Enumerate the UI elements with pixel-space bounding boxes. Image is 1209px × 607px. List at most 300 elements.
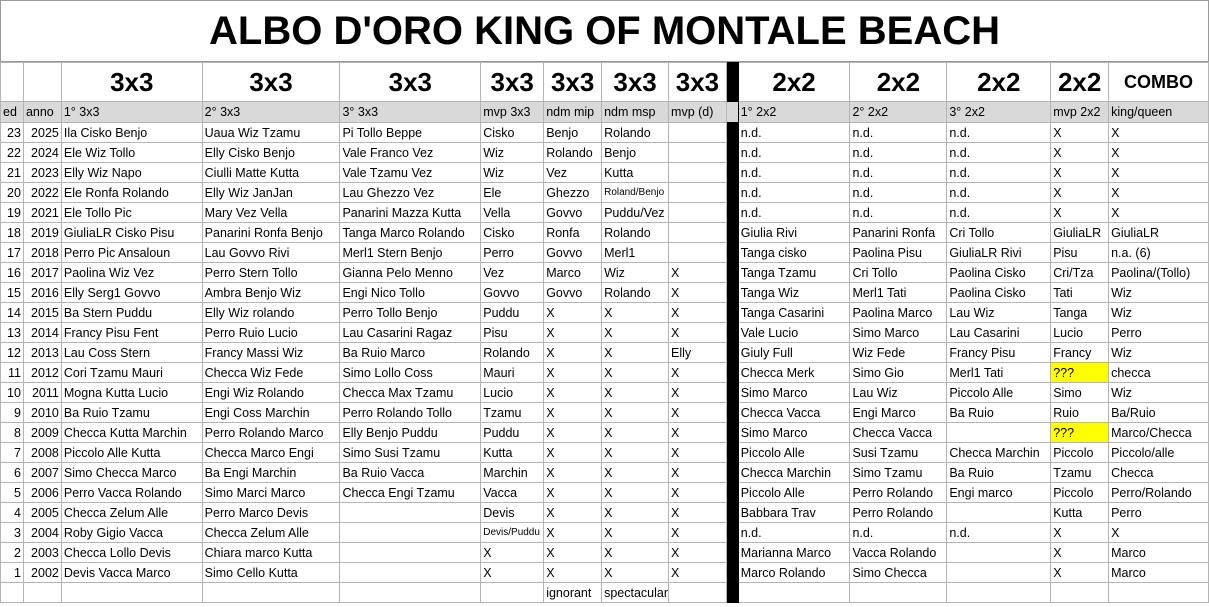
table-cell: X bbox=[544, 503, 602, 523]
table-cell: Marco/Checca bbox=[1109, 423, 1209, 443]
table-cell: n.d. bbox=[947, 203, 1051, 223]
table-cell: 14 bbox=[1, 303, 24, 323]
table-cell: Gianna Pelo Menno bbox=[340, 263, 481, 283]
table-cell: n.d. bbox=[850, 183, 947, 203]
table-cell: 2009 bbox=[23, 423, 61, 443]
table-cell: X bbox=[669, 403, 727, 423]
table-cell: Simo Susi Tzamu bbox=[340, 443, 481, 463]
table-cell: Engi Coss Marchin bbox=[202, 403, 340, 423]
table-cell: Tzamu bbox=[481, 403, 544, 423]
table-cell: X bbox=[1109, 143, 1209, 163]
table-cell: 15 bbox=[1, 283, 24, 303]
table-cell: Puddu bbox=[481, 303, 544, 323]
table-cell: X bbox=[669, 263, 727, 283]
table-cell bbox=[947, 503, 1051, 523]
table-cell: Checca Kutta Marchin bbox=[61, 423, 202, 443]
table-cell: Perro Rolando bbox=[850, 483, 947, 503]
table-cell: 7 bbox=[1, 443, 24, 463]
table-cell: GiuliaLR bbox=[1051, 223, 1109, 243]
table-cell: 2016 bbox=[23, 283, 61, 303]
table-cell: Checca Vacca bbox=[850, 423, 947, 443]
table-cell: X bbox=[481, 543, 544, 563]
table-cell: Ba Ruio bbox=[947, 463, 1051, 483]
table-cell: X bbox=[544, 563, 602, 583]
table-cell: 2005 bbox=[23, 503, 61, 523]
column-header: ndm mip bbox=[544, 102, 602, 123]
table-cell: Ambra Benjo Wiz bbox=[202, 283, 340, 303]
table-cell: X bbox=[1051, 123, 1109, 143]
table-cell: X bbox=[1051, 163, 1109, 183]
table-cell: Giuly Full bbox=[738, 343, 850, 363]
table-cell: X bbox=[1109, 123, 1209, 143]
footer-cell bbox=[1, 583, 24, 603]
table-cell: Pi Tollo Beppe bbox=[340, 123, 481, 143]
table-cell: Wiz bbox=[481, 163, 544, 183]
table-cell: Uaua Wiz Tzamu bbox=[202, 123, 340, 143]
table-cell: Rolando bbox=[544, 143, 602, 163]
table-cell: Checca Max Tzamu bbox=[340, 383, 481, 403]
table-cell: Wiz bbox=[1109, 343, 1209, 363]
table-cell: Govvo bbox=[481, 283, 544, 303]
table-cell bbox=[669, 163, 727, 183]
group-header: 2x2 bbox=[850, 63, 947, 102]
table-cell: Govvo bbox=[544, 203, 602, 223]
footer-cell bbox=[61, 583, 202, 603]
table-row bbox=[1, 263, 1209, 283]
table-cell: Simo Marco bbox=[738, 383, 850, 403]
table-cell: Checca Zelum Alle bbox=[61, 503, 202, 523]
table-cell: Panarini Mazza Kutta bbox=[340, 203, 481, 223]
table-cell: 20 bbox=[1, 183, 24, 203]
column-separator bbox=[726, 383, 738, 403]
table-cell: Tati bbox=[1051, 283, 1109, 303]
table-cell bbox=[669, 223, 727, 243]
column-separator bbox=[726, 102, 738, 123]
table-cell bbox=[669, 203, 727, 223]
table-cell: Engi Nico Tollo bbox=[340, 283, 481, 303]
table-row bbox=[1, 563, 1209, 583]
table-cell: Ba/Ruio bbox=[1109, 403, 1209, 423]
table-cell: Simo Lollo Coss bbox=[340, 363, 481, 383]
column-separator bbox=[726, 223, 738, 243]
table-cell: X bbox=[1109, 203, 1209, 223]
table-cell: X bbox=[602, 423, 669, 443]
table-cell: Perro Marco Devis bbox=[202, 503, 340, 523]
table-cell: 2018 bbox=[23, 243, 61, 263]
table-cell: Checca Zelum Alle bbox=[202, 523, 340, 543]
table-cell: 2024 bbox=[23, 143, 61, 163]
table-cell: n.d. bbox=[738, 203, 850, 223]
table-cell: Engi marco bbox=[947, 483, 1051, 503]
table-cell: GiuliaLR Cisko Pisu bbox=[61, 223, 202, 243]
table-cell bbox=[669, 243, 727, 263]
table-row bbox=[1, 363, 1209, 383]
column-separator bbox=[726, 443, 738, 463]
column-header: ed bbox=[1, 102, 24, 123]
group-header: 3x3 bbox=[61, 63, 202, 102]
table-cell: Piccolo Alle bbox=[947, 383, 1051, 403]
table-cell: X bbox=[669, 503, 727, 523]
results-table bbox=[0, 62, 1209, 603]
table-cell: 2010 bbox=[23, 403, 61, 423]
table-cell: n.d. bbox=[738, 183, 850, 203]
group-header: 3x3 bbox=[340, 63, 481, 102]
table-row bbox=[1, 243, 1209, 263]
footer-ndm-mip: ignorant bbox=[544, 583, 602, 603]
column-separator bbox=[726, 543, 738, 563]
table-cell: Govvo bbox=[544, 243, 602, 263]
column-separator bbox=[726, 203, 738, 223]
table-cell: Cori Tzamu Mauri bbox=[61, 363, 202, 383]
table-cell: X bbox=[602, 563, 669, 583]
table-cell: Piccolo bbox=[1051, 443, 1109, 463]
column-header: mvp (d) bbox=[669, 102, 727, 123]
table-cell: 5 bbox=[1, 483, 24, 503]
table-cell: 18 bbox=[1, 223, 24, 243]
column-header: mvp 3x3 bbox=[481, 102, 544, 123]
footer-cell bbox=[669, 583, 727, 603]
table-cell: X bbox=[669, 523, 727, 543]
table-cell: n.d. bbox=[738, 123, 850, 143]
table-cell: Lucio bbox=[1051, 323, 1109, 343]
table-cell: Francy Pisu bbox=[947, 343, 1051, 363]
table-cell: X bbox=[669, 423, 727, 443]
table-cell: n.d. bbox=[947, 143, 1051, 163]
table-cell: Perro/Rolando bbox=[1109, 483, 1209, 503]
table-cell: Vale Lucio bbox=[738, 323, 850, 343]
table-row bbox=[1, 223, 1209, 243]
table-cell: Marco bbox=[544, 263, 602, 283]
table-cell: Simo bbox=[1051, 383, 1109, 403]
group-header: 3x3 bbox=[602, 63, 669, 102]
table-row bbox=[1, 183, 1209, 203]
table-row bbox=[1, 303, 1209, 323]
table-cell: 2011 bbox=[23, 383, 61, 403]
table-cell: n.d. bbox=[850, 523, 947, 543]
table-cell: Merl1 Stern Benjo bbox=[340, 243, 481, 263]
table-cell: Marco bbox=[1109, 543, 1209, 563]
table-cell: Devis bbox=[481, 503, 544, 523]
table-cell: Piccolo/alle bbox=[1109, 443, 1209, 463]
table-cell: Paolina/(Tollo) bbox=[1109, 263, 1209, 283]
column-separator bbox=[726, 403, 738, 423]
table-cell: Checca Lollo Devis bbox=[61, 543, 202, 563]
table-cell: Elly bbox=[669, 343, 727, 363]
table-cell: Vacca Rolando bbox=[850, 543, 947, 563]
group-header: 2x2 bbox=[947, 63, 1051, 102]
table-cell bbox=[669, 183, 727, 203]
table-cell: 1 bbox=[1, 563, 24, 583]
table-cell: X bbox=[544, 423, 602, 443]
table-cell: 2015 bbox=[23, 303, 61, 323]
column-header: 1° 2x2 bbox=[738, 102, 850, 123]
column-header: king/queen bbox=[1109, 102, 1209, 123]
table-cell: Perro Rolando bbox=[850, 503, 947, 523]
table-row bbox=[1, 543, 1209, 563]
table-cell: Engi Wiz Rolando bbox=[202, 383, 340, 403]
table-cell: Simo Tzamu bbox=[850, 463, 947, 483]
table-cell: Kutta bbox=[1051, 503, 1109, 523]
table-cell: n.a. (6) bbox=[1109, 243, 1209, 263]
footer-cell bbox=[340, 583, 481, 603]
table-cell: Devis/Puddu bbox=[481, 523, 544, 543]
group-header: 2x2 bbox=[1051, 63, 1109, 102]
table-cell: X bbox=[669, 543, 727, 563]
table-row bbox=[1, 483, 1209, 503]
table-cell: X bbox=[602, 403, 669, 423]
sheet-title: ALBO D'ORO KING OF MONTALE BEACH bbox=[0, 0, 1209, 62]
table-cell: 2003 bbox=[23, 543, 61, 563]
table-cell: Tanga cisko bbox=[738, 243, 850, 263]
table-cell: X bbox=[602, 343, 669, 363]
table-cell: Ciulli Matte Kutta bbox=[202, 163, 340, 183]
table-cell bbox=[340, 563, 481, 583]
group-header: COMBO bbox=[1109, 63, 1209, 102]
table-cell: 2002 bbox=[23, 563, 61, 583]
column-header: ndm msp bbox=[602, 102, 669, 123]
table-cell: Pisu bbox=[481, 323, 544, 343]
table-cell: 10 bbox=[1, 383, 24, 403]
table-cell: X bbox=[544, 463, 602, 483]
column-separator bbox=[726, 303, 738, 323]
table-cell: Panarini Ronfa Benjo bbox=[202, 223, 340, 243]
footer-cell bbox=[1051, 583, 1109, 603]
table-cell: 2012 bbox=[23, 363, 61, 383]
table-cell: Mauri bbox=[481, 363, 544, 383]
table-cell: Francy Massi Wiz bbox=[202, 343, 340, 363]
column-separator bbox=[726, 343, 738, 363]
table-cell: Lau Casarini bbox=[947, 323, 1051, 343]
table-cell: Perro Rolando Marco bbox=[202, 423, 340, 443]
table-cell: Giulia Rivi bbox=[738, 223, 850, 243]
table-cell: Ele Tollo Pic bbox=[61, 203, 202, 223]
table-cell: Ele Ronfa Rolando bbox=[61, 183, 202, 203]
table-cell: X bbox=[669, 563, 727, 583]
table-cell: n.d. bbox=[738, 143, 850, 163]
table-cell: n.d. bbox=[850, 123, 947, 143]
table-cell: Vez bbox=[544, 163, 602, 183]
table-cell: Ba Ruio Marco bbox=[340, 343, 481, 363]
table-cell bbox=[340, 523, 481, 543]
footer-cell bbox=[23, 583, 61, 603]
column-separator bbox=[726, 123, 738, 143]
table-cell bbox=[947, 563, 1051, 583]
table-cell: 11 bbox=[1, 363, 24, 383]
table-cell: Wiz bbox=[1109, 383, 1209, 403]
table-cell bbox=[947, 543, 1051, 563]
table-cell: Merl1 Tati bbox=[850, 283, 947, 303]
table-cell: Govvo bbox=[544, 283, 602, 303]
table-cell: Checca Marchin bbox=[947, 443, 1051, 463]
table-cell: 2004 bbox=[23, 523, 61, 543]
table-cell: Tanga Tzamu bbox=[738, 263, 850, 283]
table-cell: Piccolo Alle bbox=[738, 443, 850, 463]
table-cell: Perro Vacca Rolando bbox=[61, 483, 202, 503]
column-separator bbox=[726, 263, 738, 283]
table-cell: X bbox=[602, 523, 669, 543]
table-cell: ??? bbox=[1051, 423, 1109, 443]
table-cell: 17 bbox=[1, 243, 24, 263]
table-cell bbox=[340, 543, 481, 563]
table-cell: Ila Cisko Benjo bbox=[61, 123, 202, 143]
table-cell: Vale Tzamu Vez bbox=[340, 163, 481, 183]
table-cell: Ba Ruio bbox=[947, 403, 1051, 423]
table-cell: X bbox=[1051, 523, 1109, 543]
table-cell: Roby Gigio Vacca bbox=[61, 523, 202, 543]
table-cell: Wiz bbox=[1109, 283, 1209, 303]
table-cell: Ba Stern Puddu bbox=[61, 303, 202, 323]
column-separator bbox=[726, 163, 738, 183]
table-cell: Marianna Marco bbox=[738, 543, 850, 563]
table-cell: Ba Ruio Tzamu bbox=[61, 403, 202, 423]
table-cell: Perro bbox=[1109, 323, 1209, 343]
table-cell: 2019 bbox=[23, 223, 61, 243]
table-cell: Susi Tzamu bbox=[850, 443, 947, 463]
table-cell: 19 bbox=[1, 203, 24, 223]
table-cell: X bbox=[1051, 203, 1109, 223]
group-header: 3x3 bbox=[669, 63, 727, 102]
column-separator bbox=[726, 283, 738, 303]
table-cell: X bbox=[669, 363, 727, 383]
table-cell: Paolina Cisko bbox=[947, 263, 1051, 283]
table-cell: Paolina Pisu bbox=[850, 243, 947, 263]
table-cell: X bbox=[544, 303, 602, 323]
table-cell: Checca bbox=[1109, 463, 1209, 483]
table-cell: Benjo bbox=[544, 123, 602, 143]
table-cell: Perro Tollo Benjo bbox=[340, 303, 481, 323]
table-cell: Perro Rolando Tollo bbox=[340, 403, 481, 423]
table-row bbox=[1, 523, 1209, 543]
table-cell: Checca Wiz Fede bbox=[202, 363, 340, 383]
table-cell: Elly Benjo Puddu bbox=[340, 423, 481, 443]
table-cell: X bbox=[544, 403, 602, 423]
group-header: 3x3 bbox=[544, 63, 602, 102]
table-cell: X bbox=[1051, 563, 1109, 583]
table-cell: Puddu bbox=[481, 423, 544, 443]
table-cell: Lucio bbox=[481, 383, 544, 403]
table-cell: X bbox=[602, 503, 669, 523]
table-cell: X bbox=[602, 443, 669, 463]
table-row bbox=[1, 383, 1209, 403]
table-cell: Francy bbox=[1051, 343, 1109, 363]
table-cell: Vale Franco Vez bbox=[340, 143, 481, 163]
group-header-row bbox=[1, 63, 1209, 102]
table-cell: Simo Checca bbox=[850, 563, 947, 583]
table-cell: Cisko bbox=[481, 223, 544, 243]
table-cell: Simo Marci Marco bbox=[202, 483, 340, 503]
table-cell: n.d. bbox=[947, 183, 1051, 203]
table-cell: X bbox=[669, 443, 727, 463]
table-cell: Ele Wiz Tollo bbox=[61, 143, 202, 163]
column-separator bbox=[726, 503, 738, 523]
column-separator bbox=[726, 483, 738, 503]
table-cell: Merl1 Tati bbox=[947, 363, 1051, 383]
table-row bbox=[1, 203, 1209, 223]
table-cell: 2008 bbox=[23, 443, 61, 463]
table-cell: Ronfa bbox=[544, 223, 602, 243]
column-separator bbox=[726, 463, 738, 483]
table-cell: Rolando bbox=[602, 223, 669, 243]
table-cell: Pisu bbox=[1051, 243, 1109, 263]
table-cell: X bbox=[544, 323, 602, 343]
table-cell: Ba Engi Marchin bbox=[202, 463, 340, 483]
table-cell: 2021 bbox=[23, 203, 61, 223]
table-cell: Paolina Wiz Vez bbox=[61, 263, 202, 283]
footer-cell bbox=[202, 583, 340, 603]
table-cell: Babbara Trav bbox=[738, 503, 850, 523]
table-cell: Tanga Marco Rolando bbox=[340, 223, 481, 243]
table-cell: 4 bbox=[1, 503, 24, 523]
table-row bbox=[1, 343, 1209, 363]
table-row bbox=[1, 123, 1209, 143]
group-header-empty bbox=[23, 63, 61, 102]
table-cell: Mary Vez Vella bbox=[202, 203, 340, 223]
table-cell: Perro Ruio Lucio bbox=[202, 323, 340, 343]
table-cell: Wiz bbox=[481, 143, 544, 163]
table-cell: Ba Ruio Vacca bbox=[340, 463, 481, 483]
table-cell: X bbox=[602, 363, 669, 383]
table-cell: GiuliaLR bbox=[1109, 223, 1209, 243]
table-cell: 2022 bbox=[23, 183, 61, 203]
table-row bbox=[1, 503, 1209, 523]
table-cell: 2013 bbox=[23, 343, 61, 363]
table-cell: Rolando bbox=[602, 123, 669, 143]
table-cell: X bbox=[1109, 163, 1209, 183]
table-cell: Lau Wiz bbox=[850, 383, 947, 403]
table-cell: Checca Marchin bbox=[738, 463, 850, 483]
table-cell: Elly Wiz JanJan bbox=[202, 183, 340, 203]
table-cell: Marco Rolando bbox=[738, 563, 850, 583]
table-cell: Piccolo Alle bbox=[738, 483, 850, 503]
table-cell bbox=[669, 123, 727, 143]
table-cell: Checca Merk bbox=[738, 363, 850, 383]
table-cell: Lau Wiz bbox=[947, 303, 1051, 323]
table-cell: X bbox=[602, 463, 669, 483]
table-cell: Kutta bbox=[602, 163, 669, 183]
table-cell: Simo Cello Kutta bbox=[202, 563, 340, 583]
table-cell: Simo Marco bbox=[850, 323, 947, 343]
table-cell: Chiara marco Kutta bbox=[202, 543, 340, 563]
column-separator bbox=[726, 143, 738, 163]
table-cell: X bbox=[1051, 543, 1109, 563]
table-cell: Checca Engi Tzamu bbox=[340, 483, 481, 503]
table-cell: 9 bbox=[1, 403, 24, 423]
column-header: anno bbox=[23, 102, 61, 123]
table-cell: Lau Ghezzo Vez bbox=[340, 183, 481, 203]
table-row bbox=[1, 163, 1209, 183]
table-cell: Vella bbox=[481, 203, 544, 223]
table-cell: Simo Gio bbox=[850, 363, 947, 383]
table-cell: n.d. bbox=[850, 143, 947, 163]
table-row bbox=[1, 323, 1209, 343]
table-cell: Marchin bbox=[481, 463, 544, 483]
table-cell: Perro bbox=[481, 243, 544, 263]
table-cell: Rolando bbox=[602, 283, 669, 303]
table-cell: Francy Pisu Fent bbox=[61, 323, 202, 343]
table-cell: X bbox=[544, 483, 602, 503]
table-cell: Cri Tollo bbox=[850, 263, 947, 283]
table-cell: n.d. bbox=[947, 523, 1051, 543]
table-cell: Elly Serg1 Govvo bbox=[61, 283, 202, 303]
table-cell: X bbox=[544, 523, 602, 543]
column-separator bbox=[726, 423, 738, 443]
table-cell: 2014 bbox=[23, 323, 61, 343]
table-cell: 22 bbox=[1, 143, 24, 163]
table-cell: 2 bbox=[1, 543, 24, 563]
table-cell: Benjo bbox=[602, 143, 669, 163]
table-cell: Lau Casarini Ragaz bbox=[340, 323, 481, 343]
table-cell: X bbox=[481, 563, 544, 583]
